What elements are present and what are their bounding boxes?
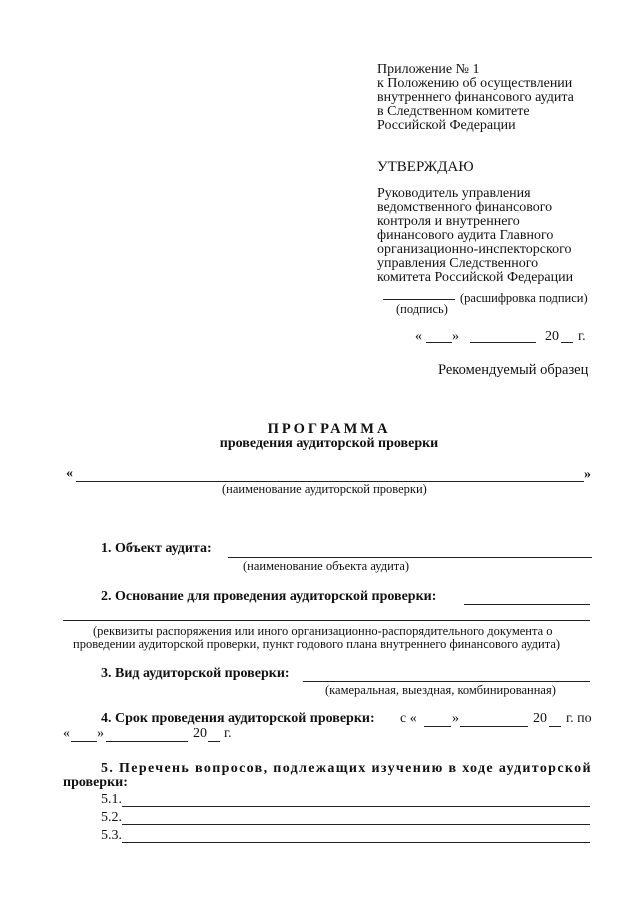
approve-line: комитета Российской Федерации: [377, 270, 574, 285]
appendix-line: Приложение № 1: [377, 62, 480, 77]
audit-object-caption: (наименование объекта аудита): [243, 559, 410, 573]
section-3-label: 3. Вид аудиторской проверки:: [101, 666, 290, 681]
term2-day-line[interactable]: [71, 741, 97, 742]
program-quote-open: «: [66, 466, 73, 481]
term2-year: 20: [193, 726, 207, 741]
decoding-caption: (расшифровка подписи): [460, 291, 588, 305]
term-year: 20: [533, 711, 547, 726]
approve-line: ведомственного финансового: [377, 200, 553, 215]
term-month-line[interactable]: [460, 726, 528, 727]
approve-line: финансового аудита Главного: [377, 228, 554, 243]
program-name-caption: (наименование аудиторской проверки): [222, 482, 427, 496]
section-5-label-cont: проверки:: [63, 775, 128, 790]
approve-line: управления Следственного: [377, 256, 539, 271]
question-item-line[interactable]: [122, 806, 590, 807]
appendix-line: внутреннего финансового аудита: [377, 90, 574, 105]
term-day-line[interactable]: [424, 726, 451, 727]
program-title: ПРОГРАММА: [267, 421, 391, 437]
date-open-quote: «: [415, 329, 422, 344]
approve-line: Руководитель управления: [377, 186, 531, 201]
section-5-label: 5. Перечень вопросов, подлежащих изучению в ходе аудиторской: [101, 761, 592, 776]
basis-line-1[interactable]: [464, 604, 590, 605]
term-year-suffix: г. по: [566, 711, 592, 726]
term2-year-suffix: г.: [224, 726, 232, 741]
term2-close-quote: »: [97, 726, 104, 741]
question-item-line[interactable]: [122, 842, 590, 843]
question-item-label: 5.3.: [101, 828, 122, 843]
date-month-line: [470, 342, 536, 343]
section-4-label: 4. Срок проведения аудиторской проверки:: [101, 711, 375, 726]
audit-type-caption: (камеральная, выездная, комбинированная): [325, 683, 556, 697]
program-subtitle: проведения аудиторской проверки: [219, 436, 439, 451]
term-from: с «: [400, 711, 417, 726]
program-quote-close: »: [584, 467, 591, 482]
section-1-label: 1. Объект аудита:: [101, 541, 212, 556]
approve-title: УТВЕРЖДАЮ: [377, 159, 474, 175]
term2-open-quote: «: [63, 726, 70, 741]
term2-year-line[interactable]: [208, 741, 220, 742]
audit-type-line[interactable]: [303, 681, 590, 682]
appendix-line: к Положению об осуществлении: [377, 76, 573, 91]
term2-month-line[interactable]: [106, 741, 188, 742]
term-close-quote: »: [452, 711, 459, 726]
appendix-line: Российской Федерации: [377, 118, 516, 133]
date-close-quote: »: [452, 329, 459, 344]
audit-object-line[interactable]: [228, 557, 592, 558]
question-item-line[interactable]: [122, 824, 590, 825]
basis-caption-1: (реквизиты распоряжения или иного организационно-распорядительного документа о: [93, 624, 553, 638]
approve-line: контроля и внутреннего: [377, 214, 520, 229]
section-2-label: 2. Основание для проведения аудиторской проверки:: [101, 589, 437, 604]
question-item-label: 5.1.: [101, 792, 122, 807]
appendix-line: в Следственном комитете: [377, 104, 530, 119]
recommended-sample: Рекомендуемый образец: [438, 362, 589, 378]
date-year-line: [561, 342, 573, 343]
question-item-label: 5.2.: [101, 810, 122, 825]
approve-line: организационно-инспекторского: [377, 242, 572, 257]
date-year-prefix: 20: [545, 329, 559, 344]
term-year-line[interactable]: [549, 726, 561, 727]
signature-caption: (подпись): [396, 302, 448, 316]
basis-caption-2: проведении аудиторской проверки, пункт годового плана внутреннего финансового аудита): [73, 637, 561, 651]
basis-line-2[interactable]: [63, 620, 590, 621]
date-year-suffix: г.: [578, 329, 586, 344]
date-day-line: [426, 342, 452, 343]
signature-line: [383, 299, 455, 300]
